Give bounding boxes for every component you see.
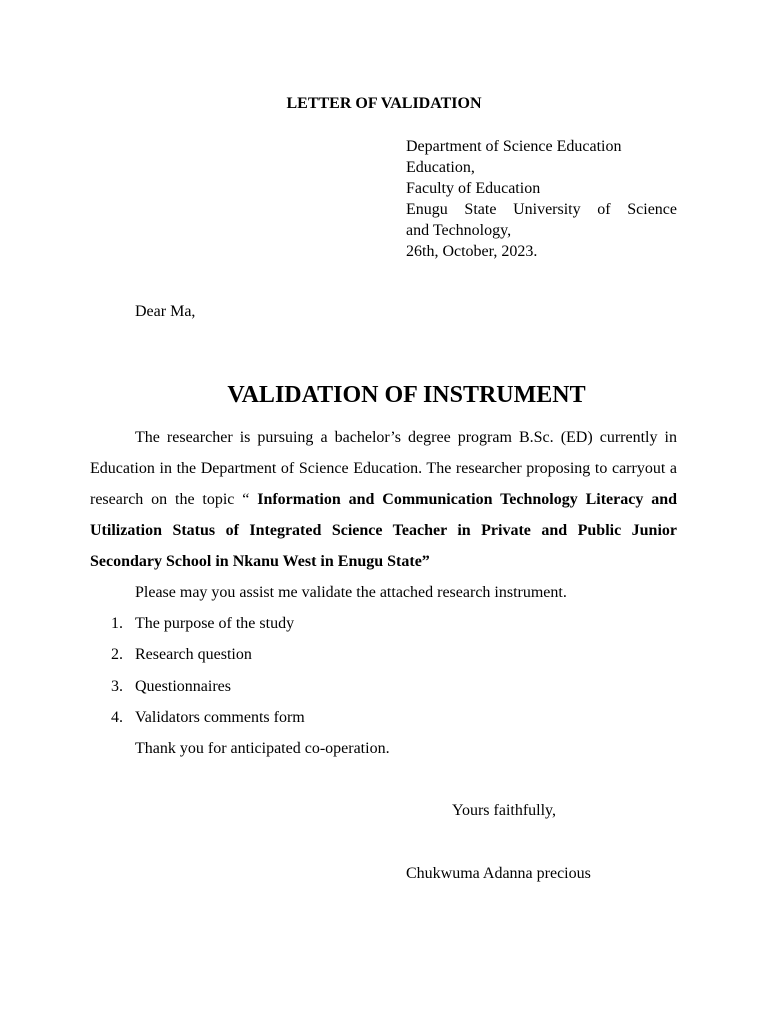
thanks-sentence: Thank you for anticipated co-operation. (135, 740, 390, 757)
list-item (90, 708, 590, 739)
letter-subject: VALIDATION OF INSTRUMENT (227, 382, 586, 408)
address-line-faculty: Faculty of Education (406, 180, 541, 197)
address-line-university: Enugu State University of Science (406, 201, 677, 218)
research-topic: Information and Communication Technology Literacy and Utilization Status of Integrated Science Teacher in Private and Public Junior Secondary School in Nkanu West in Enugu State” (90, 491, 677, 570)
list-item-text: Validators comments form (135, 708, 305, 726)
sender-name: Chukwuma Adanna precious (406, 865, 591, 882)
list-item (90, 614, 590, 645)
list-item-number: 2. (111, 646, 123, 664)
list-item-number: 4. (111, 708, 123, 726)
body-intro-text: The researcher is pursuing a bachelor’s degree program B.Sc. (ED) currently in Education in the Department of Science Education. The researcher proposing to carryout a research on the topic “ (90, 429, 677, 508)
list-item-text: The purpose of the study (135, 615, 295, 632)
complimentary-close: Yours faithfully, (452, 802, 557, 819)
request-sentence: Please may you assist me validate the attached research instrument. (135, 584, 567, 601)
list-item-number: 1. (111, 615, 123, 632)
address-line-technology: and Technology, (406, 222, 512, 239)
enclosure-list (90, 614, 590, 739)
sender-address-block (406, 136, 677, 262)
list-item-text: Research question (135, 646, 252, 664)
letter-title: LETTER OF VALIDATION (286, 95, 482, 112)
body-paragraph (90, 422, 677, 577)
letter-date: 26th, October, 2023. (406, 243, 538, 260)
list-item-text: Questionnaires (135, 677, 231, 695)
list-item (90, 645, 590, 676)
address-line-education: Education, (406, 159, 475, 176)
address-line-department: Department of Science Education (406, 138, 622, 155)
list-item (90, 677, 590, 708)
list-item-number: 3. (111, 677, 123, 695)
salutation: Dear Ma, (135, 303, 196, 320)
